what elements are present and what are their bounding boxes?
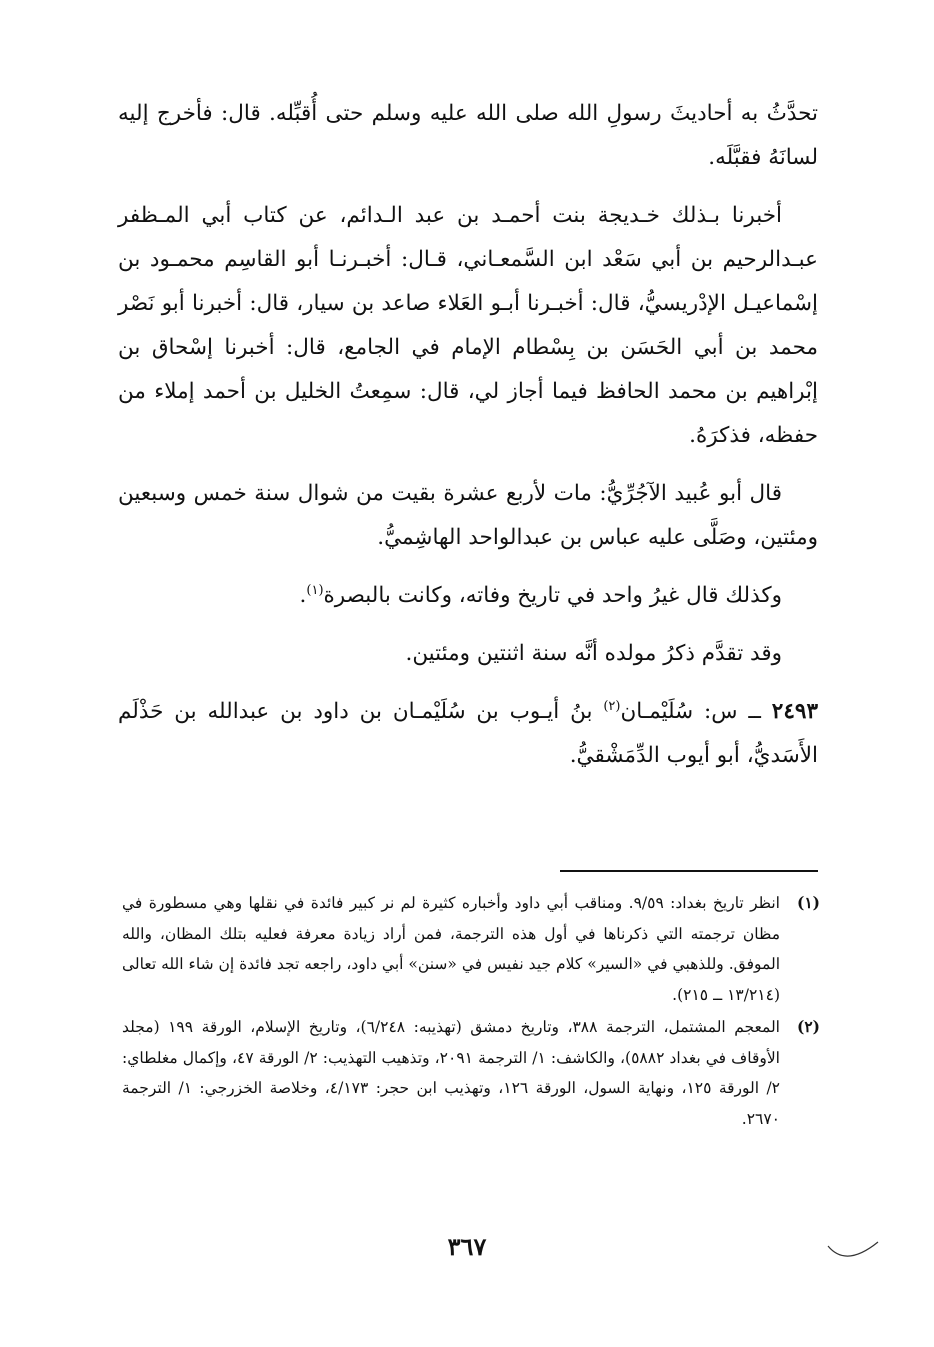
footnote-divider xyxy=(560,870,818,872)
page-number: ٣٦٧ xyxy=(447,1232,487,1261)
footnote-ref-1[interactable]: (١) xyxy=(306,582,324,598)
footnote-ref-2[interactable]: (٢) xyxy=(603,698,621,714)
paragraph-death-place xyxy=(118,574,818,618)
paragraph-death-date: قال أبو عُبيد الآجُرِّيُّ: مات لأربع عشرة بقيت من شوال سنة خمس وسبعين ومئتين، وصَلَّى عليه عباس بن عبدالواحد الهاشِميُّ. xyxy=(118,481,818,550)
paragraph-isnad: أخبرنا بـذلك خـديجة بنت أحمـد بن عبد الـدائم، عن كتاب أبي المـظفر عبـدالرحيم بن أبي سَعْد ابن السَّمعـاني، قـال: أخبـرنـا أبو القاسِم محمـود بن إسْماعيـل الإدْريسيُّ، قال: أخبـرنا أبـو العَلاء صاعد بن سيار، قال: أخبرنا أبو نَصْر محمد بن أبي الحَسَن بن بِسْطام الإمام في الجامع، قال: أخبرنا إسْحاق بن إبْراهيم بن محمد الحافظ فيما أجاز لي، قال: سمِعتُ الخليل بن أحمد إملاء من حفظه، فذكرَهُ. xyxy=(118,203,818,448)
death-place-text: وكذلك قال غيرُ واحد في تاريخ وفاته، وكانت بالبصرة xyxy=(323,583,782,608)
footnote-number: (٢) xyxy=(796,1017,820,1036)
entry-name: بنُ أيـوب بن سُلَيْمـان بن داود بن عبدالله بن حَذْلَم الأَسَديُّ، أبو أيوب الدِّمَشْقيُّ. xyxy=(118,699,818,768)
entry-number: ٢٤٩٣ xyxy=(771,699,818,724)
page-curl-mark xyxy=(826,1238,880,1268)
entry-prefix: ــ س: سُلَيْمـان xyxy=(620,699,772,724)
main-text xyxy=(118,92,818,792)
footnote-2 xyxy=(122,1012,820,1134)
biography-entry xyxy=(118,690,818,778)
footnote-1 xyxy=(122,888,820,1010)
footnote-number: (١) xyxy=(796,893,820,912)
paragraph-birth: وقد تقدَّم ذكرُ مولده أنَّه سنة اثنتين ومئتين. xyxy=(405,641,782,666)
footnote-text: انظر تاريخ بغداد: ٩/٥٩. ومناقب أبي داود وأخباره كثيرة لم نر كبير فائدة في نقلها وهي مسطورة في مظان ترجمته التي ذكرناها في أول هذه الترجمة، فمن أراد زيادة معرفة فعليه بتلك المظان، والله الموفق. وللذهبي في «السير» كلام جيد نفيس في «سنن» أبي داود، راجعه تجد فائدة إن شاء الله تعالى (١٣/٢١٤ ــ ٢١٥). xyxy=(122,894,780,1004)
footnotes xyxy=(122,888,820,1136)
footnote-text: المعجم المشتمل، الترجمة ٣٨٨، وتاريخ دمشق (تهذيبه: ٦/٢٤٨)، وتاريخ الإسلام، الورقة ١٩٩ (مجلد الأوقاف في بغداد ٥٨٨٢)، والكاشف: ١/ الترجمة ٢٠٩١، وتذهيب التهذيب: ٢/ الورقة ٤٧، وإكمال مغلطاي: ٢/ الورقة ١٢٥، ونهاية السول، الورقة ١٢٦، وتهذيب ابن حجر: ٤/١٧٣، وخلاصة الخزرجي: ١/ الترجمة ٢٦٧٠. xyxy=(122,1018,780,1128)
death-place-end: . xyxy=(299,583,307,608)
paragraph-hadith-ending: تحدَّثُ به أحاديثَ رسولِ الله صلى الله عليه وسلم حتى أُقبِّله. قال: فأخرج إليه لسانَهُ فقبَّلَه. xyxy=(118,101,818,170)
